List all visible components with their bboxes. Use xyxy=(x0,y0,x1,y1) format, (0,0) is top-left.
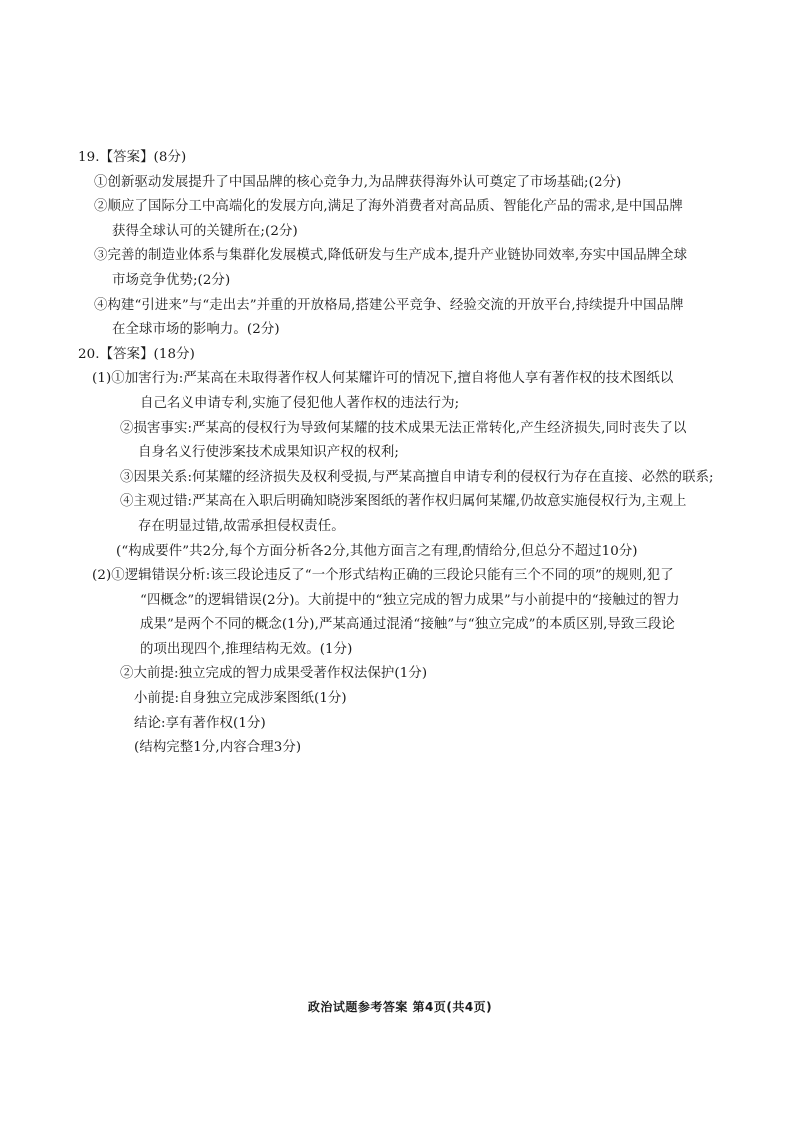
q19-items xyxy=(78,171,758,343)
q20-p1-item-3-line-1: ③因果关系:何某耀的经济损失及权利受损,与严某高擅自申请专利的侵权行为存在直接、必然的联系; xyxy=(120,469,714,485)
conclusion-text: 结论:享有著作权(1分) xyxy=(134,715,266,731)
q20-p1-item-4 xyxy=(78,490,758,539)
q20-p1-item-2 xyxy=(78,417,758,466)
q20-p1-item-1 xyxy=(78,367,758,416)
q19-item-2 xyxy=(94,195,758,244)
q20-p1-scoring-note: (“构成要件”共2分,每个方面分析各2分,其他方面言之有理,酌情给分,但总分不超过10分) xyxy=(116,543,638,559)
q19-item-2-line-2: 获得全球认可的关键所在;(2分) xyxy=(112,223,298,239)
q19-item-4-line-2: 在全球市场的影响力。(2分) xyxy=(112,322,280,338)
q19-item-4 xyxy=(94,294,758,343)
q20-p1-item-4-line-2: 存在明显过错,故需承担侵权责任。 xyxy=(138,518,345,534)
q19-heading: 19.【答案】(8分) xyxy=(78,150,187,165)
answer-content xyxy=(78,146,758,761)
q20-p2-item-1-line-1: (2)①逻辑错误分析:该三段论违反了“一个形式结构正确的三段论只能有三个不同的项”的规则,犯了 xyxy=(92,568,674,584)
q19-item-1 xyxy=(94,171,758,196)
q20-p1-item-4-line-1: ④主观过错:严某高在入职后明确知晓涉案图纸的著作权归属何某耀,仍故意实施侵权行为,主观上 xyxy=(120,494,687,510)
q20-p2-item-1-line-2: “四概念”的逻辑错误(2分)。大前提中的“独立完成的智力成果”与小前提中的“接触过的智力 xyxy=(140,592,680,608)
q20-part1 xyxy=(78,367,758,564)
q19-item-4-line-1: ④构建“引进来”与“走出去”并重的开放格局,搭建公平竞争、经验交流的开放平台,持续提升中国品牌 xyxy=(94,297,684,313)
q19-item-3-line-1: ③完善的制造业体系与集群化发展模式,降低研发与生产成本,提升产业链协同效率,夯实中国品牌全球 xyxy=(94,248,688,264)
q20-p1-item-2-line-1: ②损害事实:严某高的侵权行为导致何某耀的技术成果无法正常转化,产生经济损失,同时丧失了以 xyxy=(120,420,687,436)
q20-p1-item-1-line-1: (1)①加害行为:严某高在未取得著作权人何某耀许可的情况下,擅自将他人享有著作权的技术图纸以 xyxy=(92,371,674,387)
q19-item-3-line-2: 市场竞争优势;(2分) xyxy=(112,272,231,288)
q20-p2-conclusion xyxy=(78,712,758,737)
q20-p2-minor-premise xyxy=(78,687,758,712)
syllogism-scoring-note: (结构完整1分,内容合理3分) xyxy=(134,740,302,756)
q20-p2-scoring-note xyxy=(78,736,758,761)
major-premise-text: ②大前提:独立完成的智力成果受著作权法保护(1分) xyxy=(120,666,428,682)
q20-p2-item-1-line-3: 成果”是两个不同的概念(1分),严某高通过混淆“接触”与“独立完成”的本质区别,导致三段论 xyxy=(140,617,675,633)
q20-p2-major-premise xyxy=(78,662,758,687)
q20-p2-item-1 xyxy=(78,564,758,662)
page-footer: 政治试题参考答案 第4页(共4页) xyxy=(307,1000,493,1014)
q20-heading: 20.【答案】(18分) xyxy=(78,346,195,362)
q20-p1-item-1-line-2: 自己名义申请专利,实施了侵犯他人著作权的违法行为; xyxy=(140,395,460,411)
q20-part2 xyxy=(78,564,758,761)
q20-p1-item-3 xyxy=(78,466,758,491)
q20-p1-item-2-line-2: 自身名义行使涉案技术成果知识产权的权利; xyxy=(138,445,399,461)
q19-item-2-line-1: ②顺应了国际分工中高端化的发展方向,满足了海外消费者对高品质、智能化产品的需求,是中国品牌 xyxy=(94,199,683,215)
q19-item-3 xyxy=(94,244,758,293)
minor-premise-text: 小前提:自身独立完成涉案图纸(1分) xyxy=(134,691,347,707)
q19-item-1-line-1: ①创新驱动发展提升了中国品牌的核心竞争力,为品牌获得海外认可奠定了市场基础;(2分) xyxy=(94,174,622,190)
q20-p2-item-1-line-4: 的项出现四个,推理结构无效。(1分) xyxy=(140,641,353,657)
